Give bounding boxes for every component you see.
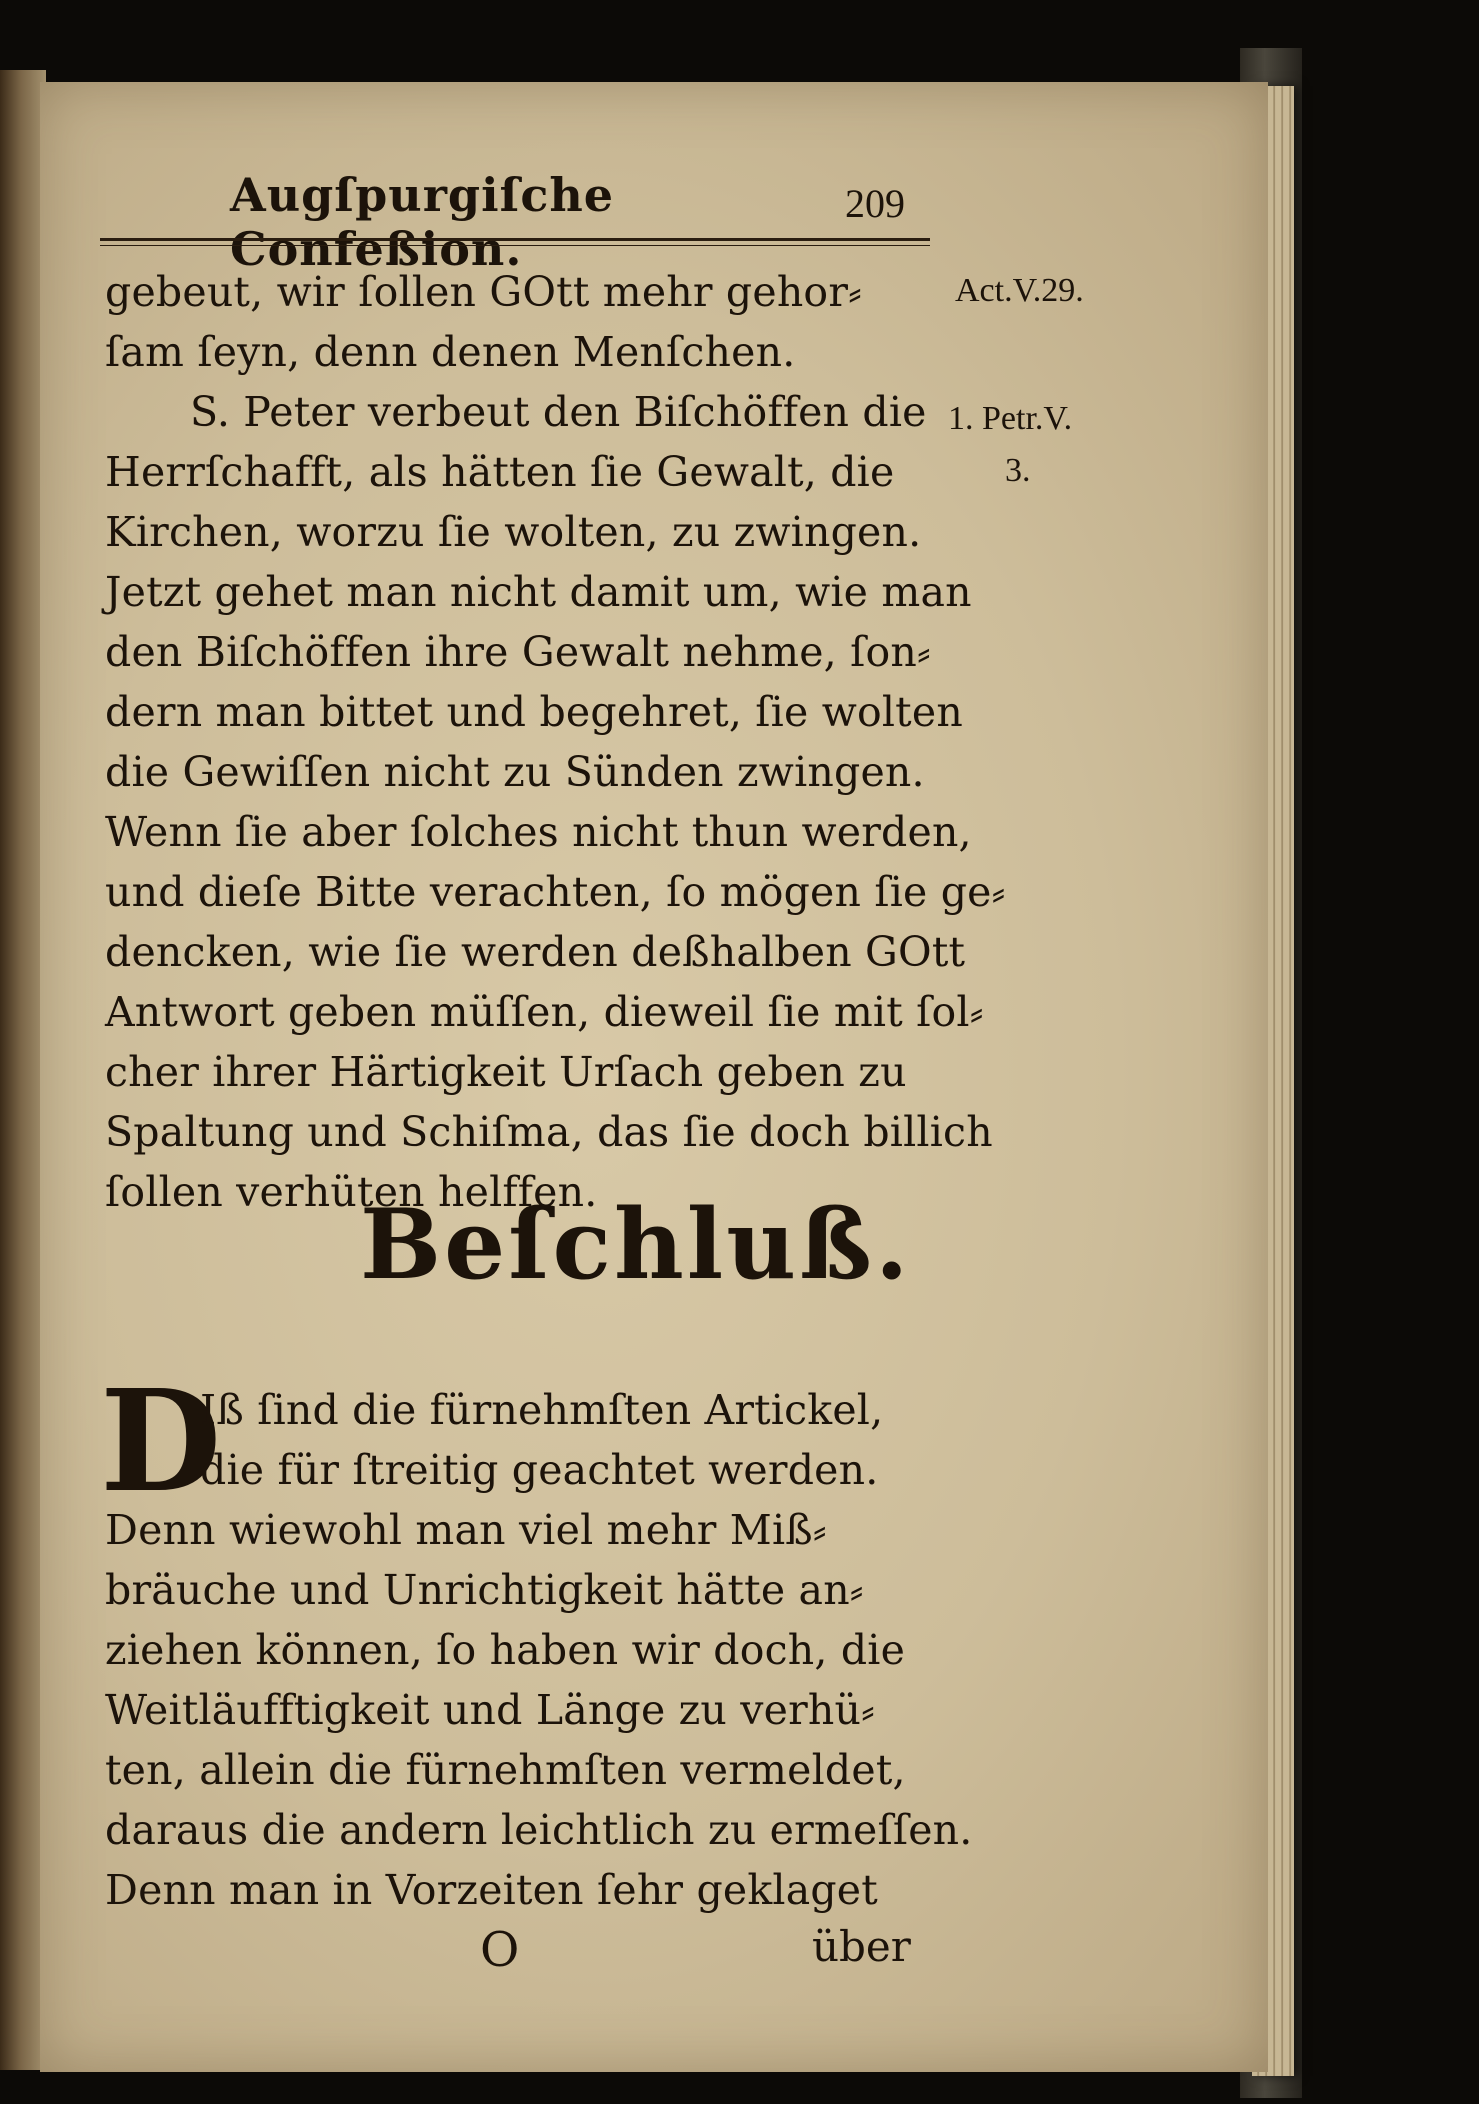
body-line: Jetzt gehet man nicht damit um, wie man — [105, 568, 972, 616]
margin-note: Act.V.29. — [955, 272, 1084, 309]
body-line: dern man bittet und begehret, ſie wolten — [105, 688, 963, 736]
body-line: Denn man in Vorzeiten ſehr geklaget — [105, 1866, 878, 1914]
catchword: über — [812, 1922, 911, 1971]
body-line: Wenn ſie aber ſolches nicht thun werden, — [105, 808, 972, 856]
body-line: Antwort geben müſſen, dieweil ſie mit ſol⸗ — [105, 988, 984, 1036]
body-line: die für ſtreitig geachtet werden. — [200, 1446, 879, 1494]
body-line: Iß ſind die fürnehmſten Artickel, — [200, 1386, 884, 1434]
body-line: und dieſe Bitte verachten, ſo mögen ſie ge⸗ — [105, 868, 1006, 916]
body-line: cher ihrer Härtigkeit Urſach geben zu — [105, 1048, 907, 1096]
body-line: gebeut, wir ſollen GOtt mehr gehor⸗ — [105, 268, 862, 316]
body-line: die Gewiſſen nicht zu Sünden zwingen. — [105, 748, 925, 796]
signature-mark: O — [480, 1922, 520, 1978]
body-line: Herrſchafft, als hätten ſie Gewalt, die — [105, 448, 895, 496]
body-line: bräuche und Unrichtigkeit hätte an⸗ — [105, 1566, 864, 1614]
body-line: ſollen verhüten helffen. — [105, 1168, 598, 1216]
body-line: Denn wiewohl man viel mehr Miß⸗ — [105, 1506, 827, 1554]
drop-cap: D — [100, 1360, 222, 1524]
body-line: ziehen können, ſo haben wir doch, die — [105, 1626, 906, 1674]
body-line: ſam ſeyn, denn denen Menſchen. — [105, 328, 796, 376]
body-line: S. Peter verbeut den Biſchöffen die — [190, 388, 927, 436]
body-line: Kirchen, worzu ſie wolten, zu zwingen. — [105, 508, 922, 556]
body-line: Spaltung und Schiſma, das ſie doch billich — [105, 1108, 993, 1156]
page-number: 209 — [845, 181, 905, 226]
body-line: daraus die andern leichtlich zu ermeſſen. — [105, 1806, 973, 1854]
margin-note: 1. Petr.V. — [948, 400, 1073, 437]
body-line: den Biſchöffen ihre Gewalt nehme, ſon⸗ — [105, 628, 931, 676]
section-heading: Beſchluß. — [360, 1188, 912, 1301]
body-line: Weitläufftigkeit und Länge zu verhü⸗ — [105, 1686, 875, 1734]
running-head: Augſpurgiſche Confeßion. — [230, 168, 615, 276]
body-line: dencken, wie ſie werden deßhalben GOtt — [105, 928, 966, 976]
body-line: ten, allein die fürnehmſten vermeldet, — [105, 1746, 906, 1794]
margin-note: 3. — [1005, 452, 1031, 489]
